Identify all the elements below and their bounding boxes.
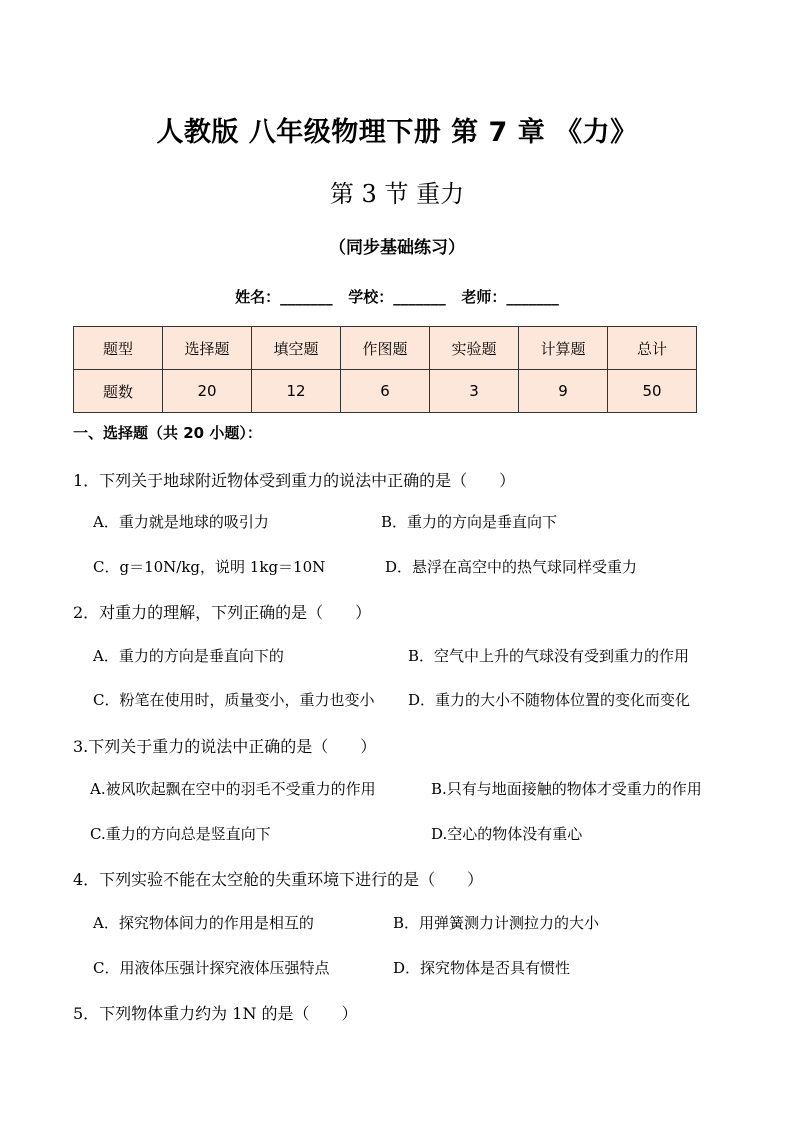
table-cell: 3: [430, 370, 519, 413]
section-heading: 一、选择题（共 20 小题）：: [73, 424, 262, 442]
table-cell: 50: [608, 370, 697, 413]
question-option: C．粉笔在使用时，质量变小，重力也变小: [93, 691, 375, 709]
table-cell: 计算题: [519, 327, 608, 370]
question-option: B．空气中上升的气球没有受到重力的作用: [408, 647, 690, 665]
question-option: A．重力就是地球的吸引力: [93, 513, 269, 531]
table-row: [74, 327, 697, 370]
question-option: C．g＝10N/kg，说明 1kg＝10N: [93, 558, 326, 576]
question-option: B．用弹簧测力计测拉力的大小: [393, 914, 600, 932]
question-option: A．探究物体间力的作用是相互的: [93, 914, 314, 932]
question-stem: 1．下列关于地球附近物体受到重力的说法中正确的是（ ）: [73, 471, 516, 490]
question-option: A.被风吹起飘在空中的羽毛不受重力的作用: [90, 780, 376, 798]
table-cell: 作图题: [341, 327, 430, 370]
question-option: D．探究物体是否具有惯性: [393, 959, 571, 977]
question-stem: 3.下列关于重力的说法中正确的是（ ）: [73, 737, 377, 756]
question-type-table: [73, 326, 697, 413]
document-title: 人教版 八年级物理下册 第 7 章 《力》: [156, 117, 638, 148]
question-option: B.只有与地面接触的物体才受重力的作用: [431, 780, 702, 798]
student-info-line: 姓名：_______ 学校：_______ 老师：_______: [235, 288, 559, 306]
table-row: [74, 370, 697, 413]
question-stem: 4．下列实验不能在太空舱的失重环境下进行的是（ ）: [73, 870, 484, 889]
question-option: C.重力的方向总是竖直向下: [90, 825, 271, 843]
question-option: B．重力的方向是垂直向下: [381, 513, 558, 531]
question-option: D．悬浮在高空中的热气球同样受重力: [385, 558, 638, 576]
question-stem: 5．下列物体重力约为 1N 的是（ ）: [73, 1004, 358, 1023]
question-option: A．重力的方向是垂直向下的: [93, 647, 284, 665]
table-cell: 题数: [74, 370, 163, 413]
question-option: D．重力的大小不随物体位置的变化而变化: [408, 691, 691, 709]
question-option: C．用液体压强计探究液体压强特点: [93, 959, 330, 977]
section-title: 第 3 节 重力: [329, 180, 465, 208]
table-cell: 总计: [608, 327, 697, 370]
table-cell: 选择题: [163, 327, 252, 370]
table-cell: 6: [341, 370, 430, 413]
table-cell: 填空题: [252, 327, 341, 370]
table-cell: 9: [519, 370, 608, 413]
document-subtitle: （同步基础练习）: [329, 238, 465, 258]
table-cell: 20: [163, 370, 252, 413]
question-option: D.空心的物体没有重心: [431, 825, 583, 843]
table-cell: 12: [252, 370, 341, 413]
table-cell: 题型: [74, 327, 163, 370]
table-cell: 实验题: [430, 327, 519, 370]
question-stem: 2．对重力的理解，下列正确的是（ ）: [73, 603, 372, 622]
